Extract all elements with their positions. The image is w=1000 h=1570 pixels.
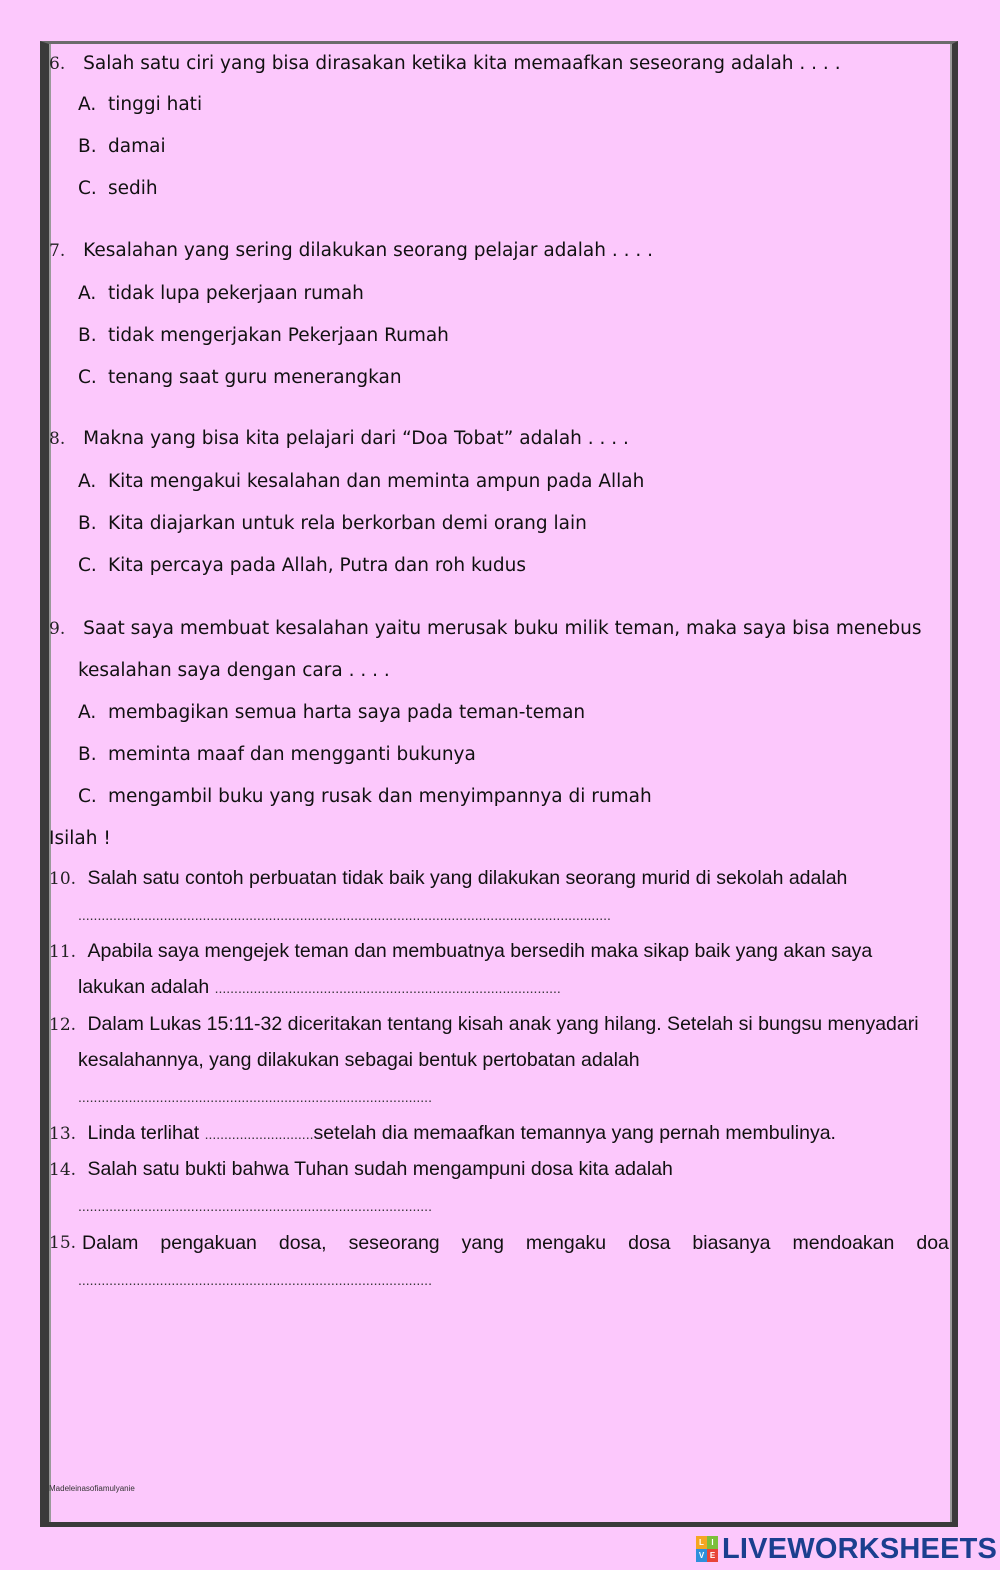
- brand-name: LIVEWORKSHEETS: [722, 1532, 998, 1565]
- answer-blank-11[interactable]: .........................................................................................: [214, 980, 561, 996]
- brand-icon-e: E: [707, 1549, 718, 1562]
- option-9c: C. mengambil buku yang rusak dan menyimpannya di rumah: [78, 786, 652, 807]
- question-number: 12.: [49, 1015, 77, 1035]
- question-11: [49, 939, 872, 964]
- question-6: [49, 52, 841, 76]
- answer-blank-10[interactable]: .........................................................................................................................................: [78, 907, 611, 923]
- question-7: [49, 239, 653, 263]
- option-6a: A. tinggi hati: [78, 94, 203, 115]
- section-heading: Isilah !: [49, 828, 111, 849]
- question-number: 11.: [49, 942, 77, 962]
- question-number: 6.: [49, 54, 66, 74]
- answer-blank-15[interactable]: ...........................................................................................: [78, 1272, 432, 1288]
- brand-icon-i: I: [707, 1536, 718, 1549]
- question-number: 7.: [49, 241, 66, 261]
- option-7c: C. tenang saat guru menerangkan: [78, 367, 402, 388]
- liveworksheets-logo[interactable]: [696, 1532, 997, 1566]
- question-text: Kesalahan yang sering dilakukan seorang pelajar adalah . . . .: [83, 240, 654, 261]
- option-9b: B. meminta maaf dan mengganti bukunya: [78, 744, 476, 765]
- question-number: 9.: [49, 619, 66, 639]
- question-number: 13.: [49, 1124, 77, 1144]
- option-7a: A. tidak lupa pekerjaan rumah: [78, 283, 364, 304]
- question-12-line-2: kesalahannya, yang dilakukan sebagai bentuk pertobatan adalah: [78, 1049, 640, 1071]
- question-15: [49, 1231, 949, 1255]
- question-text: Salah satu bukti bahwa Tuhan sudah mengampuni dosa kita adalah: [87, 1158, 673, 1180]
- option-6c: C. sedih: [78, 178, 158, 199]
- option-8c: C. Kita percaya pada Allah, Putra dan roh kudus: [78, 555, 526, 576]
- question-text: Saat saya membuat kesalahan yaitu merusak buku milik teman, maka saya bisa menebus: [83, 618, 922, 639]
- question-9: [49, 617, 922, 641]
- question-14: [49, 1157, 673, 1182]
- answer-blank-14[interactable]: ...........................................................................................: [78, 1198, 432, 1214]
- option-9a: A. membagikan semua harta saya pada teman-teman: [78, 702, 586, 723]
- author-credit: Madeleinasofiamulyanie: [49, 1484, 135, 1493]
- question-13: 13. Linda terlihat ............................setelah dia memaafkan temannya yang pernah membulinya.: [49, 1122, 836, 1144]
- question-number: 15.: [49, 1233, 77, 1253]
- question-11-line-2: lakukan adalah .........................................................................................: [78, 976, 561, 998]
- question-9-line-2: kesalahan saya dengan cara . . . .: [78, 660, 390, 681]
- option-6b: B. damai: [78, 136, 166, 157]
- question-8: [49, 427, 629, 451]
- option-8b: B. Kita diajarkan untuk rela berkorban demi orang lain: [78, 513, 587, 534]
- question-text: Salah satu ciri yang bisa dirasakan ketika kita memaafkan seseorang adalah . . . .: [83, 53, 841, 74]
- question-text: Makna yang bisa kita pelajari dari “Doa Tobat” adalah . . . .: [83, 428, 629, 449]
- answer-blank-12[interactable]: ...........................................................................................: [78, 1089, 432, 1105]
- brand-icon: [696, 1536, 718, 1562]
- question-number: 10.: [49, 869, 77, 889]
- question-10: [49, 866, 847, 891]
- question-text: Dalam pengakuan dosa, seseorang yang mengaku dosa biasanya mendoakan doa: [82, 1232, 949, 1254]
- question-12: [49, 1012, 919, 1037]
- answer-blank-13[interactable]: ............................: [204, 1126, 314, 1142]
- question-text: Salah satu contoh perbuatan tidak baik yang dilakukan seorang murid di sekolah adalah: [87, 867, 848, 889]
- brand-icon-l: L: [696, 1536, 707, 1549]
- question-number: 8.: [49, 429, 66, 449]
- worksheet-frame: [40, 41, 958, 1527]
- question-text: Dalam Lukas 15:11-32 diceritakan tentang kisah anak yang hilang. Setelah si bungsu menyadari: [87, 1013, 919, 1035]
- option-7b: B. tidak mengerjakan Pekerjaan Rumah: [78, 325, 449, 346]
- option-8a: A. Kita mengakui kesalahan dan meminta ampun pada Allah: [78, 471, 645, 492]
- question-text: Apabila saya mengejek teman dan membuatnya bersedih maka sikap baik yang akan saya: [87, 940, 873, 962]
- question-number: 14.: [49, 1160, 77, 1180]
- brand-icon-v: V: [696, 1549, 707, 1562]
